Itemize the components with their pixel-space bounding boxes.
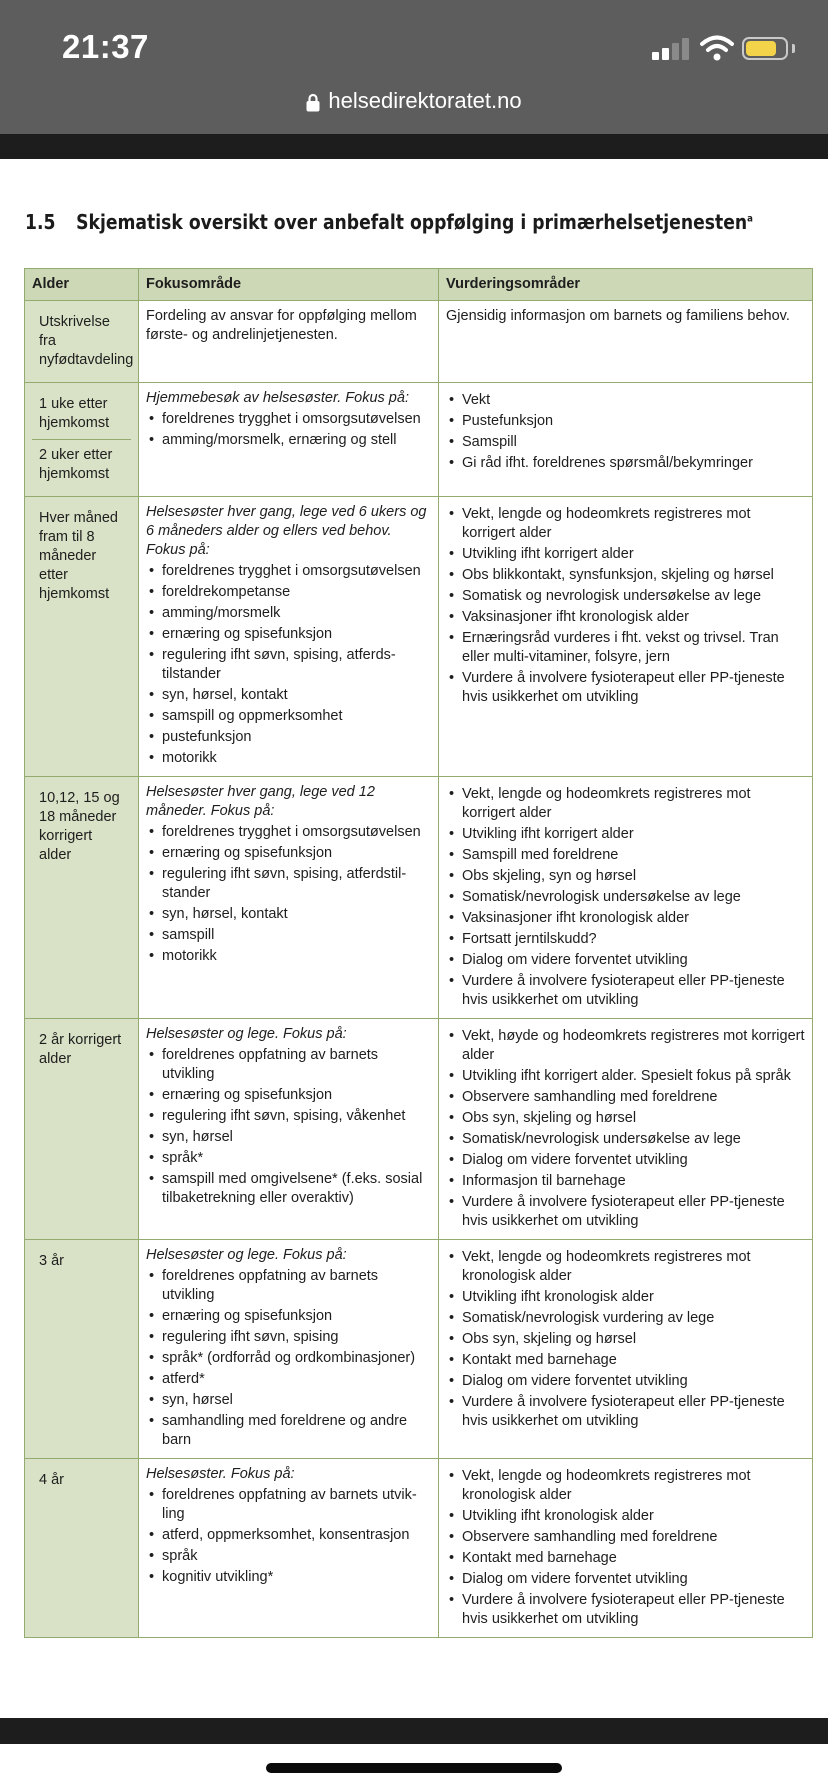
evaluation-cell <box>439 497 813 777</box>
evaluation-item: • Vurdere å involvere fysioterapeut eller PP-tjeneste hvis usikkerhet om utvikling <box>446 972 805 1010</box>
age-cell <box>25 1019 139 1240</box>
evaluation-item: • Samspill med foreldrene <box>446 846 805 865</box>
evaluation-item: • Utvikling ifht korrigert alder <box>446 545 805 564</box>
focus-item: • atferd, oppmerksomhet, konsentrasjon <box>146 1526 431 1545</box>
evaluation-list <box>446 785 805 1010</box>
follow-up-table <box>24 268 813 1638</box>
evaluation-item: • Samspill <box>446 433 805 452</box>
evaluation-item: • Vaksinasjoner ifht kronologisk alder <box>446 608 805 627</box>
evaluation-item: • Obs blikkontakt, synsfunksjon, skjeling og hørsel <box>446 566 805 585</box>
evaluation-item: • Vurdere å involvere fysioterapeut eller PP-tjeneste hvis usikkerhet om utvikling <box>446 1393 805 1431</box>
evaluation-item: • Dialog om videre forventet utvikling <box>446 1151 805 1170</box>
footnote-marker: a <box>747 213 753 225</box>
focus-item: • amming/morsmelk, ernæring og stell <box>146 431 431 450</box>
evaluation-item: • Obs skjeling, syn og hørsel <box>446 867 805 886</box>
focus-item: • ernæring og spisefunksjon <box>146 844 431 863</box>
evaluation-item: • Utvikling ifht korrigert alder <box>446 825 805 844</box>
evaluation-list <box>446 391 805 473</box>
focus-item: • regulering ifht søvn, spising, atferdstil-stander <box>146 865 431 903</box>
section-number: 1.5 <box>25 210 56 234</box>
battery-icon <box>742 37 788 60</box>
age-label: 1 uke etter hjemkomst <box>39 396 110 431</box>
table-body <box>25 301 813 1638</box>
evaluation-cell <box>439 1459 813 1638</box>
evaluation-item: • Pustefunksjon <box>446 412 805 431</box>
age-label: 4 år <box>39 1472 64 1488</box>
age-cell <box>25 1240 139 1459</box>
focus-item: • regulering ifht søvn, spising <box>146 1328 431 1347</box>
focus-item: • syn, hørsel <box>146 1391 431 1410</box>
age-label: Utskrivelse fra nyfødtavdeling <box>39 314 134 368</box>
age-label: 10,12, 15 og 18 måneder korrigert alder <box>39 790 120 863</box>
focus-list <box>146 562 431 768</box>
evaluation-list <box>446 1027 805 1231</box>
focus-cell <box>139 1019 439 1240</box>
evaluation-item: • Dialog om videre forventet utvikling <box>446 1570 805 1589</box>
evaluation-item: • Fortsatt jerntilskudd? <box>446 930 805 949</box>
focus-intro: Hjemmebesøk av helsesøster. Fokus på: <box>146 390 409 406</box>
address-bar[interactable] <box>0 88 828 114</box>
evaluation-cell <box>439 1240 813 1459</box>
header-focus: Fokusområde <box>139 269 439 301</box>
clock: 21:37 <box>62 28 149 65</box>
evaluation-item: • Somatisk og nevrologisk undersøkelse av lege <box>446 587 805 606</box>
evaluation-item: • Somatisk/nevrologisk undersøkelse av lege <box>446 1130 805 1149</box>
focus-item: • språk* (ordforråd og ordkombinasjoner) <box>146 1349 431 1368</box>
evaluation-item: • Ernæringsråd vurderes i fht. vekst og trivsel. Tran eller multi-vitaminer, folsyre, jern <box>446 629 805 667</box>
table-header-row <box>25 269 813 301</box>
focus-text: Fordeling av ansvar for oppfølging mellom første- og andrelinjetjenesten. <box>146 308 417 343</box>
age-cell <box>25 497 139 777</box>
evaluation-item: • Vaksinasjoner ifht kronologisk alder <box>446 909 805 928</box>
evaluation-item: • Utvikling ifht korrigert alder. Spesielt fokus på språk <box>446 1067 805 1086</box>
battery-level <box>746 41 776 56</box>
focus-item: • samspill med omgivelsene* (f.eks. sosial tilbaketrekning eller overaktiv) <box>146 1170 431 1208</box>
age-cell <box>25 383 139 497</box>
evaluation-item: • Vekt, lengde og hodeomkrets registreres mot kronologisk alder <box>446 1467 805 1505</box>
table-row <box>25 1019 813 1240</box>
focus-intro: Helsesøster hver gang, lege ved 6 ukers og 6 måneders alder og ellers ved behov. Fokus på: <box>146 504 427 558</box>
focus-item: • foreldrenes trygghet i omsorgsutøvelsen <box>146 562 431 581</box>
focus-list <box>146 1046 431 1208</box>
focus-intro: Helsesøster og lege. Fokus på: <box>146 1247 347 1263</box>
evaluation-list <box>446 505 805 707</box>
url-text: helsedirektoratet.no <box>328 88 522 113</box>
evaluation-item: • Vurdere å involvere fysioterapeut eller PP-tjeneste hvis usikkerhet om utvikling <box>446 669 805 707</box>
age-cell <box>25 301 139 383</box>
focus-item: • motorikk <box>146 749 431 768</box>
focus-item: • språk <box>146 1547 431 1566</box>
focus-item: • foreldrenes trygghet i omsorgsutøvelsen <box>146 410 431 429</box>
page-bottom-bar <box>0 1718 828 1744</box>
focus-item: • samspill og oppmerksomhet <box>146 707 431 726</box>
focus-item: • språk* <box>146 1149 431 1168</box>
focus-intro: Helsesøster og lege. Fokus på: <box>146 1026 347 1042</box>
focus-item: • foreldrenes oppfatning av barnets utvik-ling <box>146 1486 431 1524</box>
age-cell <box>25 777 139 1019</box>
focus-list <box>146 410 431 450</box>
evaluation-item: • Dialog om videre forventet utvikling <box>446 1372 805 1391</box>
evaluation-item: • Vekt, lengde og hodeomkrets registreres mot korrigert alder <box>446 505 805 543</box>
focus-cell <box>139 497 439 777</box>
focus-cell <box>139 777 439 1019</box>
evaluation-item: • Utvikling ifht kronologisk alder <box>446 1507 805 1526</box>
age-label: 2 uker etter hjemkomst <box>32 439 131 490</box>
battery-tip <box>792 44 795 53</box>
evaluation-item: • Gi råd ifht. foreldrenes spørsmål/bekymringer <box>446 454 805 473</box>
evaluation-cell <box>439 777 813 1019</box>
focus-cell <box>139 383 439 497</box>
focus-item: • syn, hørsel, kontakt <box>146 905 431 924</box>
evaluation-item: • Vurdere å involvere fysioterapeut eller PP-tjeneste hvis usikkerhet om utvikling <box>446 1591 805 1629</box>
signal-icon <box>652 36 694 60</box>
section-heading <box>25 210 753 234</box>
evaluation-item: • Dialog om videre forventet utvikling <box>446 951 805 970</box>
focus-intro: Helsesøster hver gang, lege ved 12 måneder. Fokus på: <box>146 784 375 819</box>
header-age: Alder <box>25 269 139 301</box>
evaluation-item: • Obs syn, skjeling og hørsel <box>446 1109 805 1128</box>
focus-item: • ernæring og spisefunksjon <box>146 1307 431 1326</box>
age-label: 2 år korrigert alder <box>39 1032 122 1067</box>
evaluation-item: • Informasjon til barnehage <box>446 1172 805 1191</box>
table-row <box>25 1240 813 1459</box>
evaluation-text: Gjensidig informasjon om barnets og familiens behov. <box>446 308 790 324</box>
evaluation-item: • Observere samhandling med foreldrene <box>446 1528 805 1547</box>
age-cell <box>25 1459 139 1638</box>
header-evaluation: Vurderingsområder <box>439 269 813 301</box>
wifi-icon <box>700 34 734 62</box>
focus-item: • foreldrenes trygghet i omsorgsutøvelsen <box>146 823 431 842</box>
table-row <box>25 383 813 497</box>
age-label: 3 år <box>39 1253 64 1269</box>
evaluation-list <box>446 1467 805 1629</box>
table-row <box>25 1459 813 1638</box>
evaluation-item: • Observere samhandling med foreldrene <box>446 1088 805 1107</box>
focus-item: • samhandling med foreldrene og andre barn <box>146 1412 431 1450</box>
evaluation-item: • Utvikling ifht kronologisk alder <box>446 1288 805 1307</box>
evaluation-cell <box>439 383 813 497</box>
evaluation-item: • Vekt, lengde og hodeomkrets registreres mot korrigert alder <box>446 785 805 823</box>
focus-item: • syn, hørsel, kontakt <box>146 686 431 705</box>
evaluation-item: • Vurdere å involvere fysioterapeut eller PP-tjeneste hvis usikkerhet om utvikling <box>446 1193 805 1231</box>
focus-item: • foreldrekompetanse <box>146 583 431 602</box>
focus-intro: Helsesøster. Fokus på: <box>146 1466 295 1482</box>
focus-item: • samspill <box>146 926 431 945</box>
focus-item: • syn, hørsel <box>146 1128 431 1147</box>
focus-item: • ernæring og spisefunksjon <box>146 625 431 644</box>
page-top-bar <box>0 134 828 159</box>
status-bar <box>0 0 828 134</box>
focus-item: • regulering ifht søvn, spising, atferds-tilstander <box>146 646 431 684</box>
lock-icon <box>306 93 320 112</box>
table-row <box>25 301 813 383</box>
focus-item: • amming/morsmelk <box>146 604 431 623</box>
focus-item: • atferd* <box>146 1370 431 1389</box>
table-row <box>25 497 813 777</box>
evaluation-item: • Vekt, høyde og hodeomkrets registreres mot korrigert alder <box>446 1027 805 1065</box>
evaluation-cell <box>439 1019 813 1240</box>
section-title: Skjematisk oversikt over anbefalt oppfølging i primærhelsetjenesten <box>76 210 748 234</box>
age-label: Hver måned fram til 8 måneder etter hjemkomst <box>39 510 118 602</box>
evaluation-item: • Vekt <box>446 391 805 410</box>
evaluation-item: • Kontakt med barnehage <box>446 1549 805 1568</box>
focus-cell <box>139 1459 439 1638</box>
focus-item: • kognitiv utvikling* <box>146 1568 431 1587</box>
focus-item: • foreldrenes oppfatning av barnets utvikling <box>146 1267 431 1305</box>
focus-item: • pustefunksjon <box>146 728 431 747</box>
evaluation-item: • Vekt, lengde og hodeomkrets registreres mot kronologisk alder <box>446 1248 805 1286</box>
evaluation-list <box>446 1248 805 1431</box>
evaluation-item: • Kontakt med barnehage <box>446 1351 805 1370</box>
focus-item: • foreldrenes oppfatning av barnets utvikling <box>146 1046 431 1084</box>
focus-list <box>146 1486 431 1587</box>
evaluation-item: • Obs syn, skjeling og hørsel <box>446 1330 805 1349</box>
home-indicator[interactable] <box>266 1763 562 1773</box>
evaluation-cell <box>439 301 813 383</box>
focus-list <box>146 823 431 966</box>
table-row <box>25 777 813 1019</box>
focus-item: • motorikk <box>146 947 431 966</box>
focus-cell <box>139 1240 439 1459</box>
focus-list <box>146 1267 431 1450</box>
focus-item: • ernæring og spisefunksjon <box>146 1086 431 1105</box>
focus-item: • regulering ifht søvn, spising, våkenhet <box>146 1107 431 1126</box>
evaluation-item: • Somatisk/nevrologisk undersøkelse av lege <box>446 888 805 907</box>
evaluation-item: • Somatisk/nevrologisk vurdering av lege <box>446 1309 805 1328</box>
focus-cell <box>139 301 439 383</box>
